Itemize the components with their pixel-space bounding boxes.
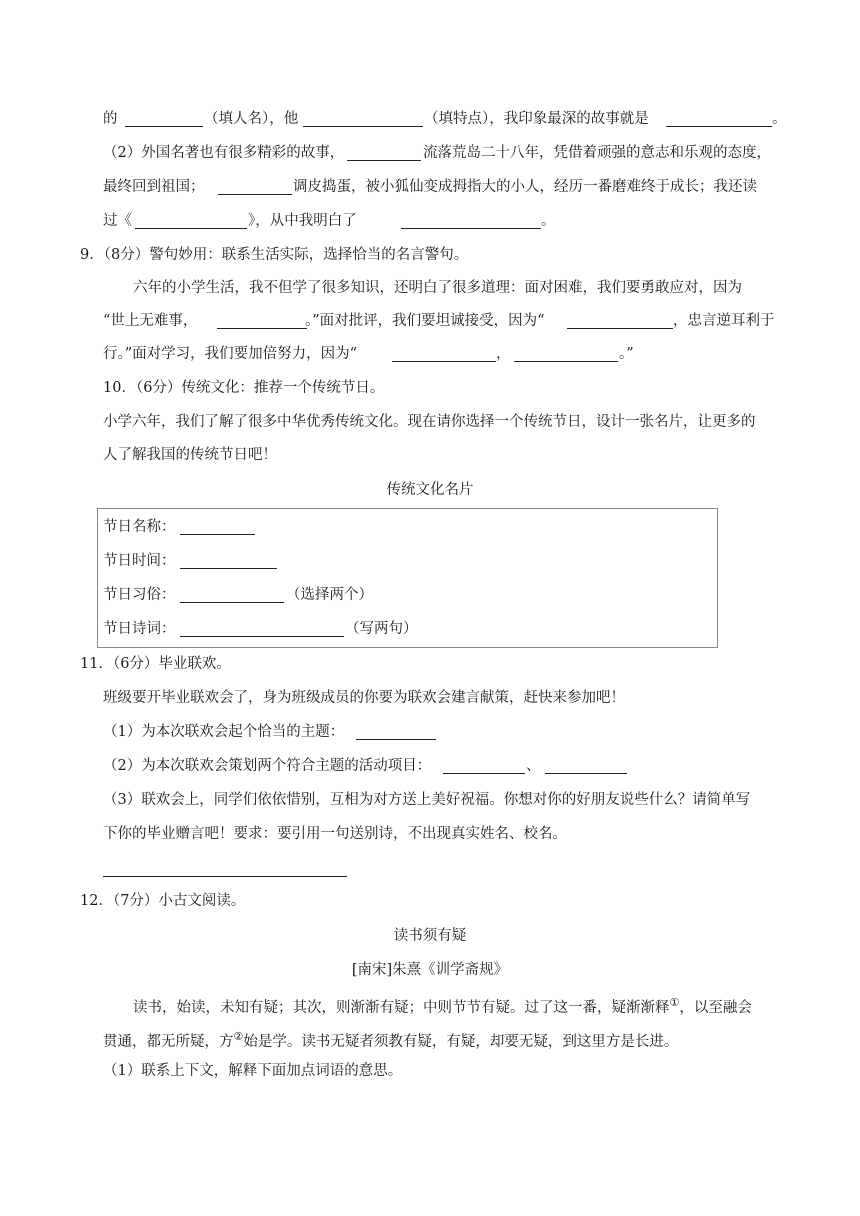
q9-title: 9．（8分）警句妙用：联系生活实际，选择恰当的名言警句。 — [80, 247, 469, 263]
answer-blank[interactable] — [567, 314, 673, 329]
q9-line-1: 六年的小学生活，我不但学了很多知识，还明白了很多道理：面对困难，我们要勇敢应对，因为 — [133, 280, 742, 296]
essay-author: [南宋]朱熹《训学斋规》 — [351, 962, 509, 978]
essay-para-1: 读书，始读，未知有疑；其次，则渐渐有疑；中则节节有疑。过了这一番，疑渐渐释①，以至融会 — [133, 996, 752, 1016]
answer-blank[interactable] — [218, 180, 292, 195]
answer-blank[interactable] — [180, 520, 255, 535]
q10-line-2: 人了解我国的传统节日吧！ — [103, 447, 277, 463]
answer-blank[interactable] — [401, 214, 541, 229]
answer-blank[interactable] — [180, 588, 284, 603]
answer-blank[interactable] — [545, 759, 627, 774]
answer-blank[interactable] — [135, 214, 247, 229]
q10-title: 10．（6分）传统文化：推荐一个传统节日。 — [103, 380, 385, 396]
q8-line-3: 最终回到祖国； 调皮捣蛋，被小狐仙变成拇指大的小人，经历一番磨难终于成长；我还读 — [103, 179, 757, 195]
answer-line[interactable] — [103, 876, 347, 877]
answer-blank[interactable] — [303, 112, 423, 127]
q8-line-4: 过《 》，从中我明白了 。 — [103, 213, 556, 229]
essay-para-2: 贯通，都无所疑，方②始是学。读书无疑者须教有疑，有疑，却要无疑，到这里方是长进。 — [103, 1030, 679, 1050]
essay-title: 读书须有疑 — [393, 928, 467, 944]
footnote-marker: ② — [233, 1030, 244, 1043]
answer-blank[interactable] — [217, 314, 307, 329]
q10-line-1: 小学六年，我们了解了很多中华优秀传统文化。现在请你选择一个传统节日，设计一张名片，让更多的 — [103, 414, 756, 430]
card-field-customs: 节日习俗： （选择两个） — [103, 587, 373, 603]
q9-line-3: 行。”面对学习，我们要加倍努力，因为“ ， 。” — [103, 346, 634, 362]
answer-blank[interactable] — [347, 146, 421, 161]
answer-blank[interactable] — [180, 622, 344, 637]
q11-title: 11．（6分）毕业联欢。 — [80, 656, 231, 672]
q8-line-2: （2）外国名著也有很多精彩的故事， 流落荒岛二十八年，凭借着顽强的意志和乐观的态度， — [103, 145, 771, 161]
answer-blank[interactable] — [180, 554, 277, 569]
q11-sub-1: （1）为本次联欢会起个恰当的主题： — [0, 721, 860, 743]
card-field-time: 节日时间： — [0, 550, 860, 572]
answer-blank[interactable] — [392, 347, 496, 362]
answer-blank[interactable] — [666, 112, 772, 127]
card-field-poem: 节日诗词： （写两句） — [103, 621, 418, 637]
answer-blank[interactable] — [514, 347, 618, 362]
q8-line-1: 的 （填人名），他 （填特点），我印象最深的故事就是 。 — [103, 111, 787, 127]
answer-blank[interactable] — [443, 759, 525, 774]
q11-line-1: 班级要开毕业联欢会了，身为班级成员的你要为联欢会建言献策，赶快来参加吧！ — [103, 690, 625, 706]
q12-title: 12．（7分）小古文阅读。 — [80, 893, 246, 909]
q9-line-2: “世上无难事， 。”面对批评，我们要坦诚接受，因为“ ，忠言逆耳利于 — [103, 313, 775, 329]
q11-sub-3b: 下你的毕业赠言吧！要求：要引用一句送别诗，不出现真实姓名、校名。 — [103, 826, 567, 842]
card-field-name: 节日名称： — [0, 516, 860, 538]
q12-sub-1: （1）联系上下文，解释下面加点词语的意思。 — [103, 1063, 403, 1079]
card-title: 传统文化名片 — [386, 482, 474, 498]
q11-sub-2: （2）为本次联欢会策划两个符合主题的活动项目： 、 — [0, 755, 860, 777]
answer-blank[interactable] — [125, 112, 203, 127]
footnote-marker: ① — [669, 996, 680, 1009]
answer-blank[interactable] — [356, 725, 436, 740]
q11-sub-3a: （3）联欢会上，同学们依依惜别，互相为对方送上美好祝福。你想对你的好朋友说些什么？请简单写 — [103, 792, 751, 808]
